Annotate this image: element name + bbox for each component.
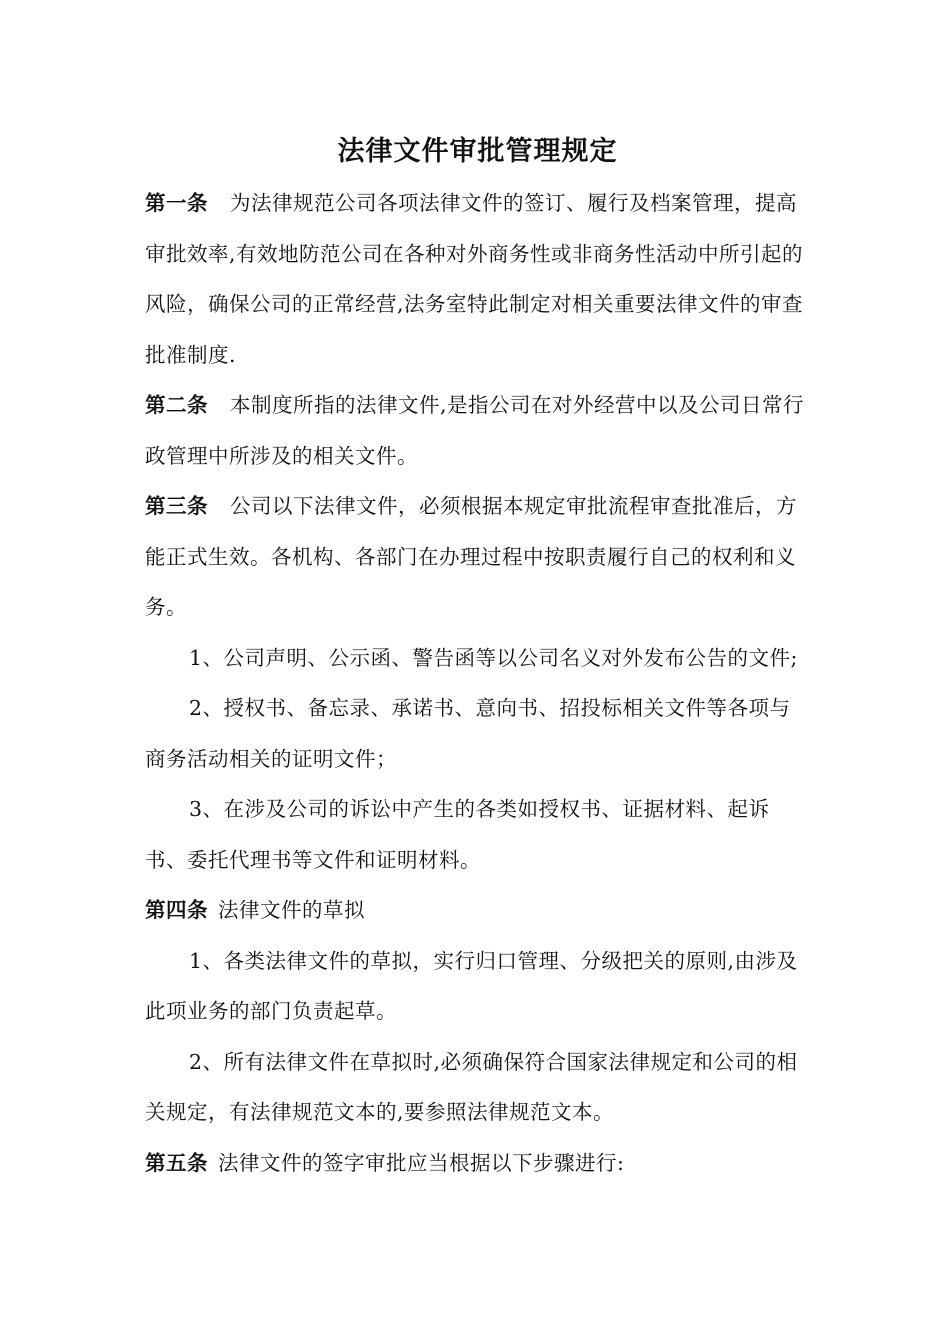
article-label: 第四条	[145, 898, 208, 922]
article-label: 第五条	[145, 1150, 208, 1175]
article-1	[145, 178, 810, 380]
article-2	[145, 380, 810, 481]
article-5	[145, 1138, 810, 1189]
list-item: 2、授权书、备忘录、承诺书、意向书、招投标相关文件等各项与商务活动相关的证明文件；	[145, 696, 791, 771]
list-item: 1、各类法律文件的草拟，实行归口管理、分级把关的原则,由涉及此项业务的部门负责起草。	[145, 948, 798, 1023]
list-item: 2、所有法律文件在草拟时,必须确保符合国家法律规定和公司的相关规定，有法律规范文本的,要参照法律规范文本。	[145, 1049, 798, 1124]
list-item: 1、公司声明、公示函、警告函等以公司名义对外发布公告的文件;	[189, 645, 798, 670]
article-4	[145, 885, 810, 936]
article-text: 公司以下法律文件，必须根据本规定审批流程审查批准后，方能正式生效。各机构、各部门在办理过程中按职责履行自己的权利和义务。	[145, 494, 797, 619]
article-text: 法律文件的签字审批应当根据以下步骤进行:	[218, 1150, 625, 1175]
article-text: 法律文件的草拟	[218, 898, 365, 922]
article-text: 本制度所指的法律文件,是指公司在对外经营中以及公司日常行政管理中所涉及的相关文件。	[145, 393, 805, 468]
article-label: 第三条	[145, 494, 208, 518]
document-title: 法律文件审批管理规定	[337, 136, 618, 167]
list-item: 3、在涉及公司的诉讼中产生的各类如授权书、证据材料、起诉书、委托代理书等文件和证明材料。	[145, 797, 770, 872]
article-3	[145, 481, 810, 633]
article-label: 第二条	[145, 393, 208, 417]
article-label: 第一条	[145, 191, 208, 215]
article-text: 为法律规范公司各项法律文件的签订、履行及档案管理，提高审批效率,有效地防范公司在各种对外商务性或非商务性活动中所引起的风险，确保公司的正常经营,法务室特此制定对相关重要法律文件的审查批准制度.	[145, 191, 804, 367]
